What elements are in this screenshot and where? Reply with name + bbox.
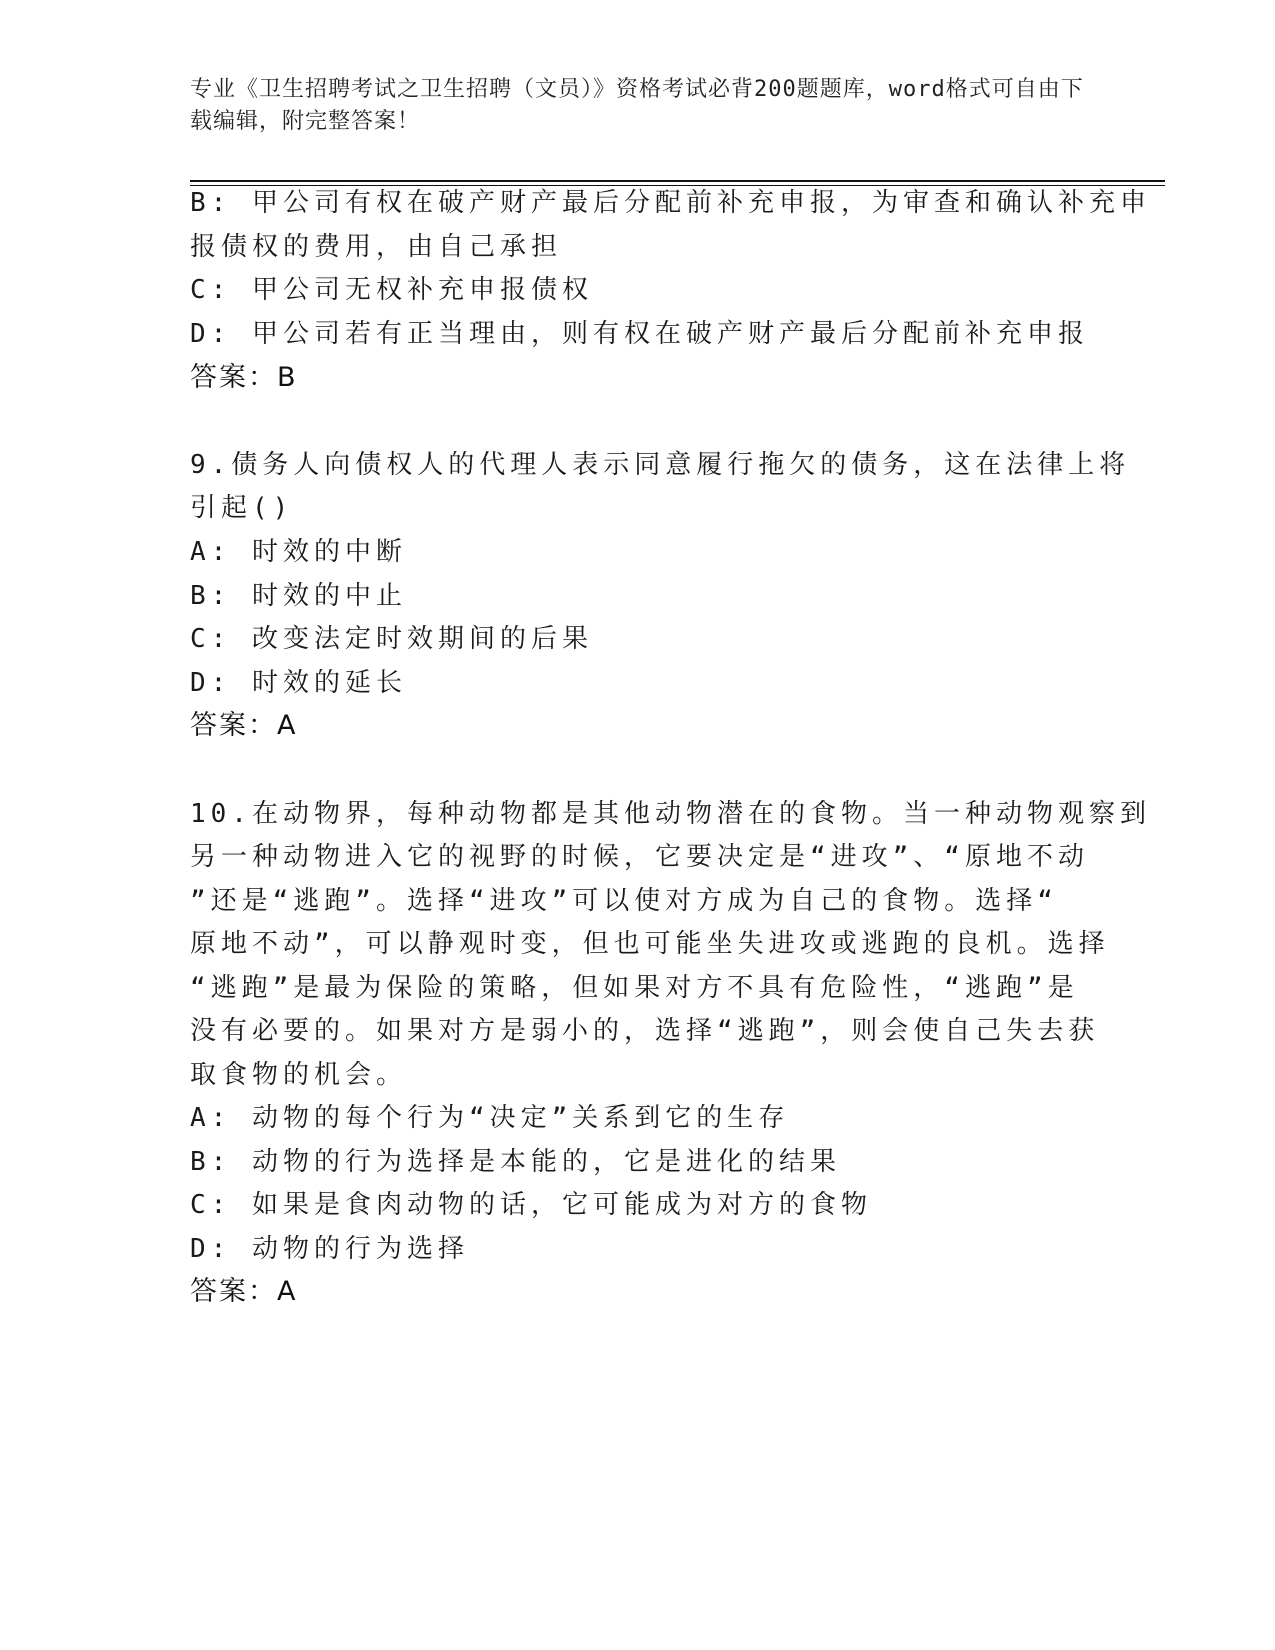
q10-answer: 答案：A [190,1276,298,1307]
q9-option-c: C: 改变法定时效期间的后果 [190,624,593,654]
q8-option-b-line1: B: 甲公司有权在破产财产最后分配前补充申报，为审查和确认补充申 [190,188,1151,218]
q8-option-d: D: 甲公司若有正当理由，则有权在破产财产最后分配前补充申报 [190,319,1089,349]
q8-option-b-line2: 报债权的费用，由自己承担 [190,232,563,262]
q8-option-c: C: 甲公司无权补充申报债权 [190,275,593,305]
q10-stem-line1: 10.在动物界，每种动物都是其他动物潜在的食物。当一种动物观察到 [190,799,1151,829]
q10-stem-line6: 没有必要的。如果对方是弱小的，选择“逃跑”，则会使自己失去获 [190,1016,1100,1046]
q10-option-a: A: 动物的每个行为“决定”关系到它的生存 [190,1103,790,1133]
q10-stem-line5: “逃跑”是最为保险的策略，但如果对方不具有危险性，“逃跑”是 [190,973,1079,1003]
q10-stem-line4: 原地不动”，可以静观时变，但也可能坐失进攻或逃跑的良机。选择 [190,929,1110,959]
header-rule-thick [190,180,1165,182]
q10-stem-line7: 取食物的机会。 [190,1060,408,1090]
q9-option-a: A: 时效的中断 [190,537,407,567]
document-header: 专业《卫生招聘考试之卫生招聘（文员）》资格考试必背200题题库，word格式可自由下载编辑，附完整答案！ [190,77,1084,134]
q9-stem-line2: 引起() [190,493,294,523]
q9-option-d: D: 时效的延长 [190,668,407,698]
q10-stem-line2: 另一种动物进入它的视野的时候，它要决定是“进攻”、“原地不动 [190,842,1089,872]
q10-option-c: C: 如果是食肉动物的话，它可能成为对方的食物 [190,1190,872,1220]
q10-option-d: D: 动物的行为选择 [190,1234,469,1264]
q8-answer: 答案：B [190,362,298,393]
q10-stem-line3: ”还是“逃跑”。选择“进攻”可以使对方成为自己的食物。选择“ [190,886,1058,916]
q9-option-b: B: 时效的中止 [190,581,407,611]
q9-stem-line1: 9.债务人向债权人的代理人表示同意履行拖欠的债务，这在法律上将 [190,450,1131,480]
q10-option-b: B: 动物的行为选择是本能的，它是进化的结果 [190,1147,841,1177]
q9-answer: 答案：A [190,710,298,741]
